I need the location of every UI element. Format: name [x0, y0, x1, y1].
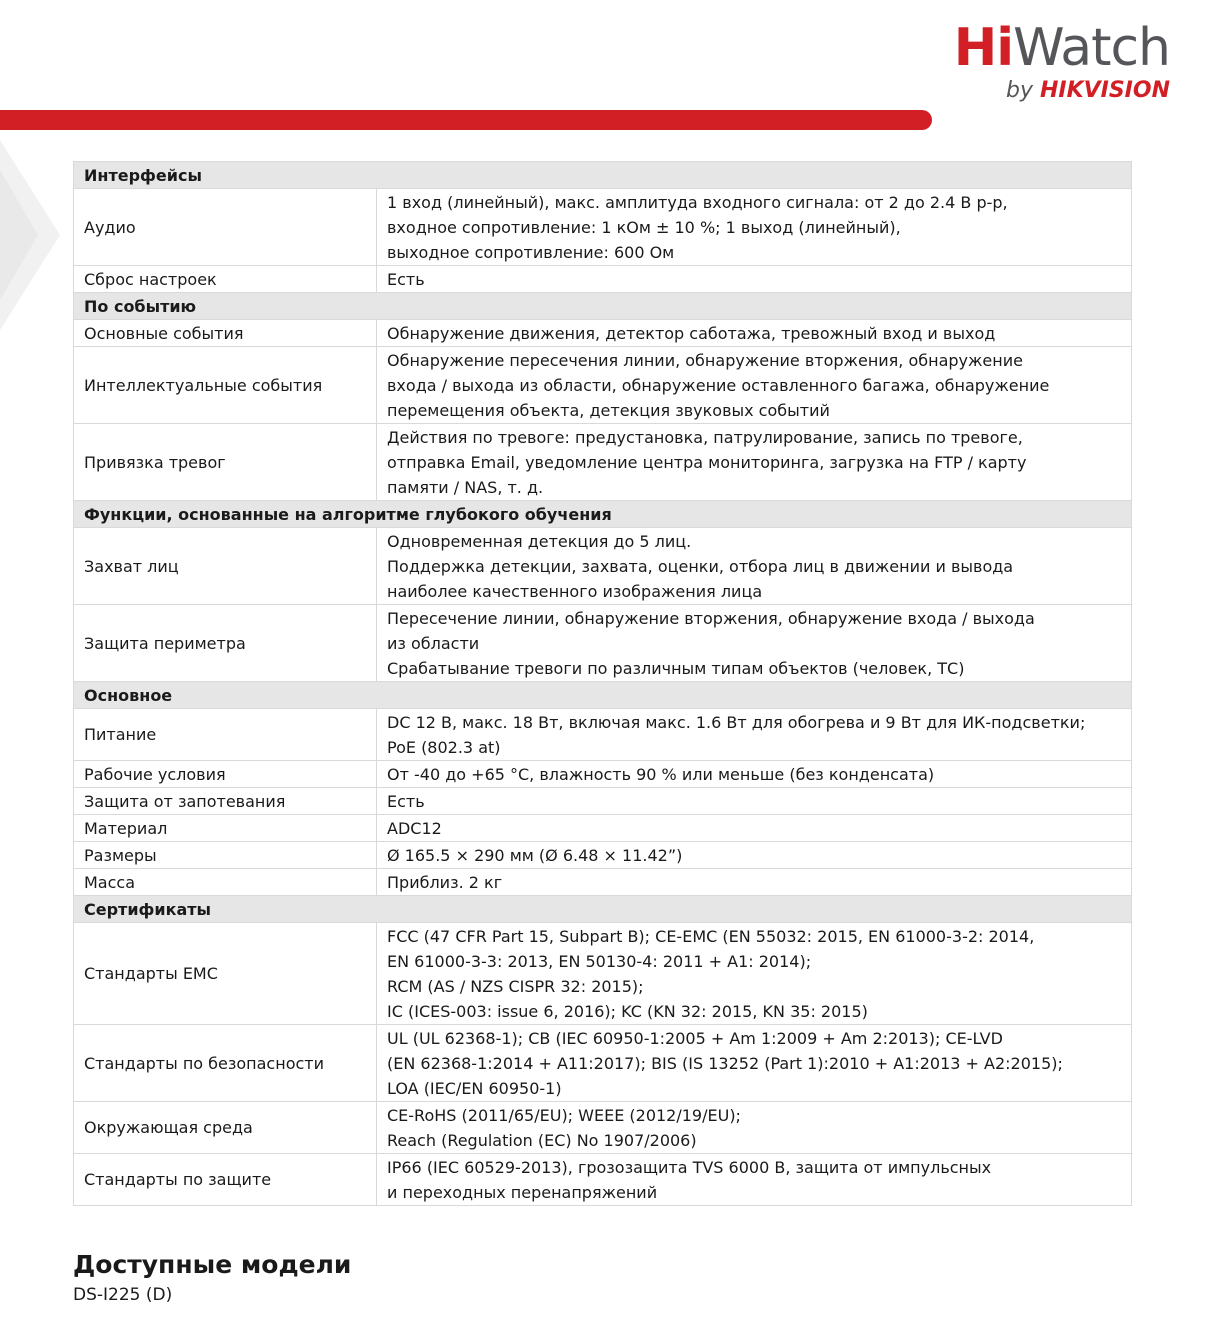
section-title: По событию [74, 293, 1132, 320]
spec-value: DC 12 В, макс. 18 Вт, включая макс. 1.6 Вт для обогрева и 9 Вт для ИК-подсветки; PoE (802.3 at) [377, 709, 1132, 761]
spec-row-power [74, 709, 1132, 761]
spec-value: 1 вход (линейный), макс. амплитуда входного сигнала: от 2 до 2.4 В p-p, входное сопротивление: 1 кОм ± 10 %; 1 выход (линейный), выходное сопротивление: 600 Ом [377, 189, 1132, 266]
spec-value: Есть [377, 266, 1132, 293]
specifications-table [73, 161, 1132, 1206]
spec-value: Есть [377, 788, 1132, 815]
section-header-deep-learning [74, 501, 1132, 528]
spec-row-safety [74, 1025, 1132, 1102]
spec-row-dimensions [74, 842, 1132, 869]
spec-row-emc [74, 923, 1132, 1025]
spec-value: IP66 (IEC 60529-2013), грозозащита TVS 6000 В, защита от импульсных и переходных перенапряжений [377, 1154, 1132, 1206]
spec-row-face-capture [74, 528, 1132, 605]
logo-by: by [1006, 78, 1040, 103]
logo-wordmark [954, 20, 1170, 76]
spec-value: Ø 165.5 × 290 мм (Ø 6.48 × 11.42”) [377, 842, 1132, 869]
spec-row-operating-conditions [74, 761, 1132, 788]
spec-label: Питание [74, 709, 377, 761]
spec-label: Размеры [74, 842, 377, 869]
spec-label: Сброс настроек [74, 266, 377, 293]
spec-value: CE-RoHS (2011/65/EU); WEEE (2012/19/EU); Reach (Regulation (EC) No 1907/2006) [377, 1102, 1132, 1154]
section-title: Сертификаты [74, 896, 1132, 923]
logo-hikvision: HIKVISION [1039, 78, 1170, 103]
spec-value: Обнаружение пересечения линии, обнаружение вторжения, обнаружение входа / выхода из области, обнаружение оставленного багажа, обнаружение перемещения объекта, детекция звуковых событий [377, 347, 1132, 424]
logo-byline [954, 78, 1170, 104]
spec-row-reset [74, 266, 1132, 293]
spec-label: Материал [74, 815, 377, 842]
spec-label: Стандарты по безопасности [74, 1025, 377, 1102]
section-header-interfaces [74, 162, 1132, 189]
spec-value: Одновременная детекция до 5 лиц. Поддержка детекции, захвата, оценки, отбора лиц в движении и вывода наиболее качественного изображения лица [377, 528, 1132, 605]
section-title: Интерфейсы [74, 162, 1132, 189]
spec-row-smart-events [74, 347, 1132, 424]
spec-label: Окружающая среда [74, 1102, 377, 1154]
model-item: DS-I225 (D) [73, 1285, 173, 1305]
spec-label: Защита от запотевания [74, 788, 377, 815]
decorative-arrow-shape [0, 140, 60, 330]
spec-label: Защита периметра [74, 605, 377, 682]
spec-label: Стандарты по защите [74, 1154, 377, 1206]
header-accent-bar [0, 110, 932, 130]
section-header-events [74, 293, 1132, 320]
spec-value: UL (UL 62368-1); CB (IEC 60950-1:2005 + Am 1:2009 + Am 2:2013); CE-LVD (EN 62368-1:2014 + A11:2017); BIS (IS 13252 (Part 1):2010 + A1:2013 + A2:2015); LOA (IEC/EN 60950-1) [377, 1025, 1132, 1102]
available-models-heading: Доступные модели [73, 1250, 352, 1279]
hiwatch-logo [954, 20, 1170, 104]
spec-row-audio [74, 189, 1132, 266]
section-header-certificates [74, 896, 1132, 923]
spec-row-protection [74, 1154, 1132, 1206]
spec-value: FCC (47 CFR Part 15, Subpart B); CE-EMC (EN 55032: 2015, EN 61000-3-2: 2014, EN 61000-3-3: 2013, EN 50130-4: 2011 + A1: 2014); RCM (AS / NZS CISPR 32: 2015); IC (ICES-003: issue 6, 2016); KC (KN 32: 2015, KN 35: 2015) [377, 923, 1132, 1025]
spec-row-weight [74, 869, 1132, 896]
spec-row-material [74, 815, 1132, 842]
spec-row-perimeter [74, 605, 1132, 682]
section-header-general [74, 682, 1132, 709]
spec-label: Интеллектуальные события [74, 347, 377, 424]
spec-label: Основные события [74, 320, 377, 347]
spec-row-environment [74, 1102, 1132, 1154]
logo-watch: Watch [1013, 18, 1170, 78]
spec-label: Аудио [74, 189, 377, 266]
section-title: Функции, основанные на алгоритме глубокого обучения [74, 501, 1132, 528]
spec-label: Масса [74, 869, 377, 896]
spec-label: Рабочие условия [74, 761, 377, 788]
spec-row-alarm-linkage [74, 424, 1132, 501]
spec-value: Приблиз. 2 кг [377, 869, 1132, 896]
spec-value: Действия по тревоге: предустановка, патрулирование, запись по тревоге, отправка Email, уведомление центра мониторинга, загрузка на FTP / карту памяти / NAS, т. д. [377, 424, 1132, 501]
spec-label: Привязка тревог [74, 424, 377, 501]
spec-row-anti-fog [74, 788, 1132, 815]
logo-hi: Hi [953, 18, 1014, 78]
spec-label: Стандарты EMC [74, 923, 377, 1025]
spec-value: ADC12 [377, 815, 1132, 842]
section-title: Основное [74, 682, 1132, 709]
spec-value: От -40 до +65 °C, влажность 90 % или меньше (без конденсата) [377, 761, 1132, 788]
spec-value: Пересечение линии, обнаружение вторжения, обнаружение входа / выхода из области Срабатывание тревоги по различным типам объектов (человек, ТС) [377, 605, 1132, 682]
spec-row-basic-events [74, 320, 1132, 347]
spec-label: Захват лиц [74, 528, 377, 605]
spec-value: Обнаружение движения, детектор саботажа, тревожный вход и выход [377, 320, 1132, 347]
